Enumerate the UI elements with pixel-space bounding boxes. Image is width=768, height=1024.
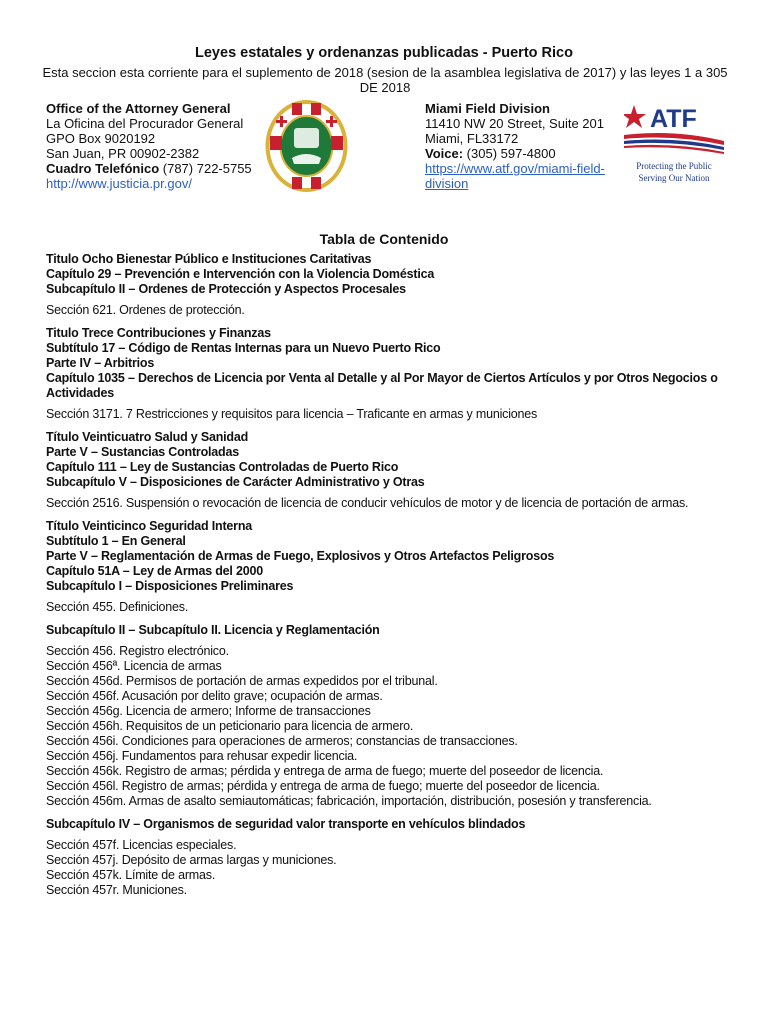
toc-title: Tabla de Contenido xyxy=(319,231,449,247)
atf-logo-text: ATF xyxy=(650,105,697,133)
atf-miami-link[interactable]: https://www.atf.gov/miami-field- xyxy=(425,161,605,176)
toc-section: Sección 456h. Requisitos de un peticionario para licencia de armero. xyxy=(46,719,414,733)
toc-heading: Capítulo 51A – Ley de Armas del 2000 xyxy=(46,564,263,578)
toc-section: Sección 457k. Límite de armas. xyxy=(46,868,216,882)
toc-section: Sección 455. Definiciones. xyxy=(46,600,189,614)
toc-heading: Título Veinticuatro Salud y Sanidad xyxy=(46,430,249,444)
left-contact-org: Office of the Attorney General xyxy=(46,101,231,116)
toc-section: Sección 456d. Permisos de portación de armas expedidos por el tribunal. xyxy=(46,674,438,688)
atf-tagline-2: Serving Our Nation xyxy=(638,173,710,183)
toc-section: Sección 456ª. Licencia de armas xyxy=(46,659,222,673)
puerto-rico-seal-icon xyxy=(264,98,349,194)
left-contact-office: La Oficina del Procurador General xyxy=(46,116,244,131)
right-contact-voice: (305) 597-4800 xyxy=(463,146,556,161)
left-contact-phone-line xyxy=(46,161,252,176)
toc-section: Sección 3171. 7 Restricciones y requisitos para licencia – Traficante en armas y municiones xyxy=(46,407,538,421)
justicia-link[interactable]: http://www.justicia.pr.gov/ xyxy=(46,176,192,191)
toc-heading: Capítulo 29 – Prevención e Intervención con la Violencia Doméstica xyxy=(46,267,435,281)
toc-heading: Titulo Trece Contribuciones y Finanzas xyxy=(46,326,271,340)
toc-heading: Subtítulo 17 – Código de Rentas Internas para un Nuevo Puerto Rico xyxy=(46,341,441,355)
right-contact-org: Miami Field Division xyxy=(425,101,550,116)
toc-heading: Subtítulo 1 – En General xyxy=(46,534,186,548)
left-contact-box: GPO Box 9020192 xyxy=(46,131,156,146)
toc-section: Sección 456. Registro electrónico. xyxy=(46,644,229,658)
toc-section: Sección 621. Ordenes de protección. xyxy=(46,303,245,317)
toc-heading: Subcapítulo II – Ordenes de Protección y Aspectos Procesales xyxy=(46,282,406,296)
toc-section: Sección 457f. Licencias especiales. xyxy=(46,838,237,852)
toc-section: Sección 456j. Fundamentos para rehusar expedir licencia. xyxy=(46,749,358,763)
toc-section: Sección 456f. Acusación por delito grave; ocupación de armas. xyxy=(46,689,383,703)
toc-heading: Parte V – Reglamentación de Armas de Fuego, Explosivos y Otros Artefactos Peligrosos xyxy=(46,549,555,563)
toc-section: Sección 456k. Registro de armas; pérdida y entrega de arma de fuego; muerte del poseedor de licencia. xyxy=(46,764,604,778)
right-contact-block xyxy=(425,101,605,191)
page-subtitle: Esta seccion esta corriente para el suplemento de 2018 (sesion de la asamblea legislativa de 2017) y las leyes 1 a 305 DE 2018 xyxy=(42,65,728,95)
page-title: Leyes estatales y ordenanzas publicadas - Puerto Rico xyxy=(195,45,573,61)
toc-section: Sección 456g. Licencia de armero; Informe de transacciones xyxy=(46,704,371,718)
toc-heading: Subcapítulo II – Subcapítulo II. Licencia y Reglamentación xyxy=(46,623,380,637)
toc-section: Sección 2516. Suspensión o revocación de licencia de conducir vehículos de motor y de licencia de portación de armas. xyxy=(46,496,689,510)
toc-heading: Título Veinticinco Seguridad Interna xyxy=(46,519,253,533)
atf-logo-icon xyxy=(624,103,724,193)
toc-section: Sección 457r. Municiones. xyxy=(46,883,187,897)
toc-heading: Titulo Ocho Bienestar Público e Instituciones Caritativas xyxy=(46,252,372,266)
table-of-contents xyxy=(46,252,736,898)
left-contact-block xyxy=(46,101,252,191)
toc-section: Sección 456l. Registro de armas; pérdida y entrega de arma de fuego; muerte del poseedor de licencia. xyxy=(46,779,600,793)
toc-heading: Capítulo 111 – Ley de Sustancias Controladas de Puerto Rico xyxy=(46,460,399,474)
toc-heading: Parte IV – Arbitrios xyxy=(46,356,155,370)
right-contact-street: 11410 NW 20 Street, Suite 201 xyxy=(425,116,604,131)
toc-heading: Parte V – Sustancias Controladas xyxy=(46,445,239,459)
right-contact-voice-line xyxy=(425,146,605,161)
right-contact-voice-label: Voice: xyxy=(425,146,464,161)
left-contact-phone-label: Cuadro Telefónico xyxy=(46,161,160,176)
atf-miami-link-cont[interactable]: division xyxy=(425,176,469,191)
toc-heading: Subcapítulo IV – Organismos de seguridad valor transporte en vehículos blindados xyxy=(46,817,526,831)
toc-heading: Subcapítulo V – Disposiciones de Carácter Administrativo y Otras xyxy=(46,475,425,489)
toc-section: Sección 457j. Depósito de armas largas y municiones. xyxy=(46,853,337,867)
toc-section: Sección 456i. Condiciones para operaciones de armeros; constancias de transacciones. xyxy=(46,734,518,748)
left-contact-city: San Juan, PR 00902-2382 xyxy=(46,146,200,161)
left-contact-phone: (787) 722-5755 xyxy=(159,161,252,176)
toc-heading: Capítulo 1035 – Derechos de Licencia por Venta al Detalle y al Por Mayor de Ciertos Artículos y por Otros Negocios o Actividades xyxy=(46,371,718,400)
toc-heading: Subcapítulo I – Disposiciones Preliminares xyxy=(46,579,294,593)
toc-section: Sección 456m. Armas de asalto semiautomáticas; fabricación, importación, distribución, posesión y transferencia. xyxy=(46,794,652,808)
atf-tagline-1: Protecting the Public xyxy=(636,161,712,171)
right-contact-city: Miami, FL33172 xyxy=(425,131,519,146)
